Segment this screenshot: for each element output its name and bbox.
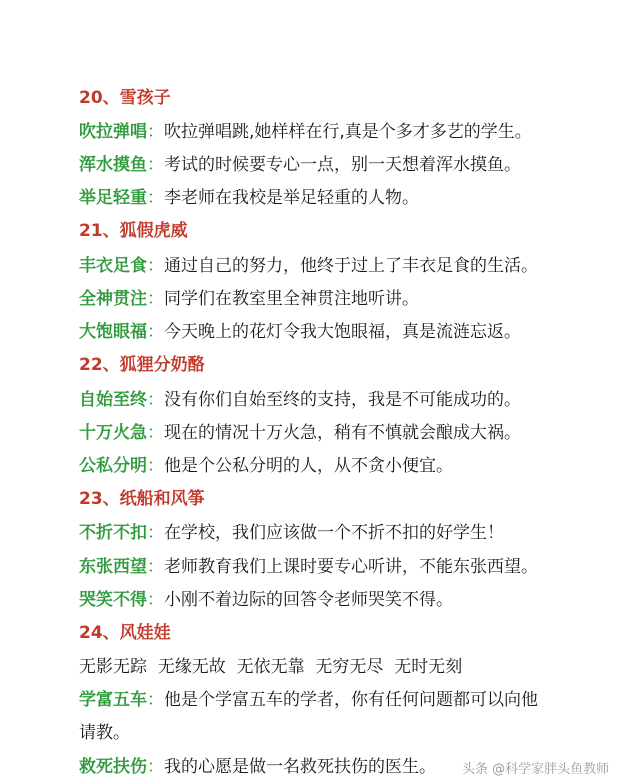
idiom-sentence: 今天晚上的花灯令我大饱眼福，真是流涟忘返。 <box>164 322 521 342</box>
idiom-colon: ： <box>147 590 164 610</box>
idiom-sentence: 现在的情况十万火急，稍有不慎就会酿成大祸。 <box>164 423 521 443</box>
idiom-entry <box>79 522 624 544</box>
idiom-sentence: 小刚不着边际的回答令老师哭笑不得。 <box>164 590 453 610</box>
idiom-term: 浑水摸鱼 <box>79 155 147 175</box>
idiom-colon: ： <box>147 188 164 208</box>
idiom-sentence: 在学校，我们应该做一个不折不扣的好学生！ <box>164 523 504 543</box>
idiom-colon: ： <box>147 155 164 175</box>
idiom-sentence-continuation: 请教。 <box>79 723 130 743</box>
idiom-term: 吹拉弹唱 <box>79 122 147 142</box>
idiom-term: 自始至终 <box>79 390 147 410</box>
idiom-sentence: 通过自己的努力，他终于过上了丰衣足食的生活。 <box>164 256 538 276</box>
idiom-colon: ： <box>147 289 164 309</box>
idiom-sentence: 他是个公私分明的人，从不贪小便宜。 <box>164 456 453 476</box>
idiom-colon: ： <box>147 523 164 543</box>
idiom-entry <box>79 556 624 578</box>
section-title-22: 22、狐狸分奶酪 <box>79 355 205 375</box>
idiom-colon: ： <box>147 322 164 342</box>
section-title-20: 20、雪孩子 <box>79 88 171 108</box>
idiom-term: 学富五车 <box>79 690 147 710</box>
idiom-colon: ： <box>147 557 164 577</box>
idiom-entry <box>79 589 624 611</box>
watermark: 头条 @科学家胖头鱼教师 <box>462 762 610 777</box>
idiom-colon: ： <box>147 690 164 710</box>
idiom-entry <box>79 422 624 444</box>
idiom-term: 不折不扣 <box>79 523 147 543</box>
idiom-word-list: 无影无踪 无缘无故 无依无靠 无穷无尽 无时无刻 <box>79 657 463 677</box>
idiom-term: 举足轻重 <box>79 188 147 208</box>
idiom-sentence: 吹拉弹唱跳,她样样在行,真是个多才多艺的学生。 <box>164 122 532 142</box>
idiom-colon: ： <box>147 423 164 443</box>
idiom-term: 十万火急 <box>79 423 147 443</box>
idiom-sentence: 李老师在我校是举足轻重的人物。 <box>164 188 419 208</box>
idiom-entry <box>79 255 624 277</box>
idiom-sentence: 考试的时候要专心一点，别一天想着浑水摸鱼。 <box>164 155 521 175</box>
idiom-term: 公私分明 <box>79 456 147 476</box>
idiom-sentence: 我的心愿是做一名救死扶伤的医生。 <box>164 757 436 777</box>
idiom-entry <box>79 389 624 411</box>
idiom-entry <box>79 321 624 343</box>
idiom-colon: ： <box>147 456 164 476</box>
idiom-term: 丰衣足食 <box>79 256 147 276</box>
idiom-term: 哭笑不得 <box>79 590 147 610</box>
idiom-colon: ： <box>147 122 164 142</box>
idiom-entry <box>79 288 624 310</box>
idiom-colon: ： <box>147 390 164 410</box>
idiom-entry <box>79 121 624 143</box>
section-title-24: 24、风娃娃 <box>79 623 171 643</box>
idiom-sentence: 没有你们自始至终的支持，我是不可能成功的。 <box>164 390 521 410</box>
section-title-23: 23、纸船和风筝 <box>79 489 205 509</box>
idiom-term: 全神贯注 <box>79 289 147 309</box>
idiom-colon: ： <box>147 757 164 777</box>
idiom-entry <box>79 689 624 711</box>
idiom-term: 救死扶伤 <box>79 757 147 777</box>
idiom-colon: ： <box>147 256 164 276</box>
idiom-term: 东张西望 <box>79 557 147 577</box>
idiom-sentence: 同学们在教室里全神贯注地听讲。 <box>164 289 419 309</box>
idiom-entry <box>79 154 624 176</box>
section-title-21: 21、狐假虎威 <box>79 221 188 241</box>
idiom-entry <box>79 455 624 477</box>
idiom-term: 大饱眼福 <box>79 322 147 342</box>
idiom-sentence: 老师教育我们上课时要专心听讲，不能东张西望。 <box>164 557 538 577</box>
idiom-sentence: 他是个学富五车的学者，你有任何问题都可以向他 <box>164 690 538 710</box>
idiom-entry <box>79 187 624 209</box>
